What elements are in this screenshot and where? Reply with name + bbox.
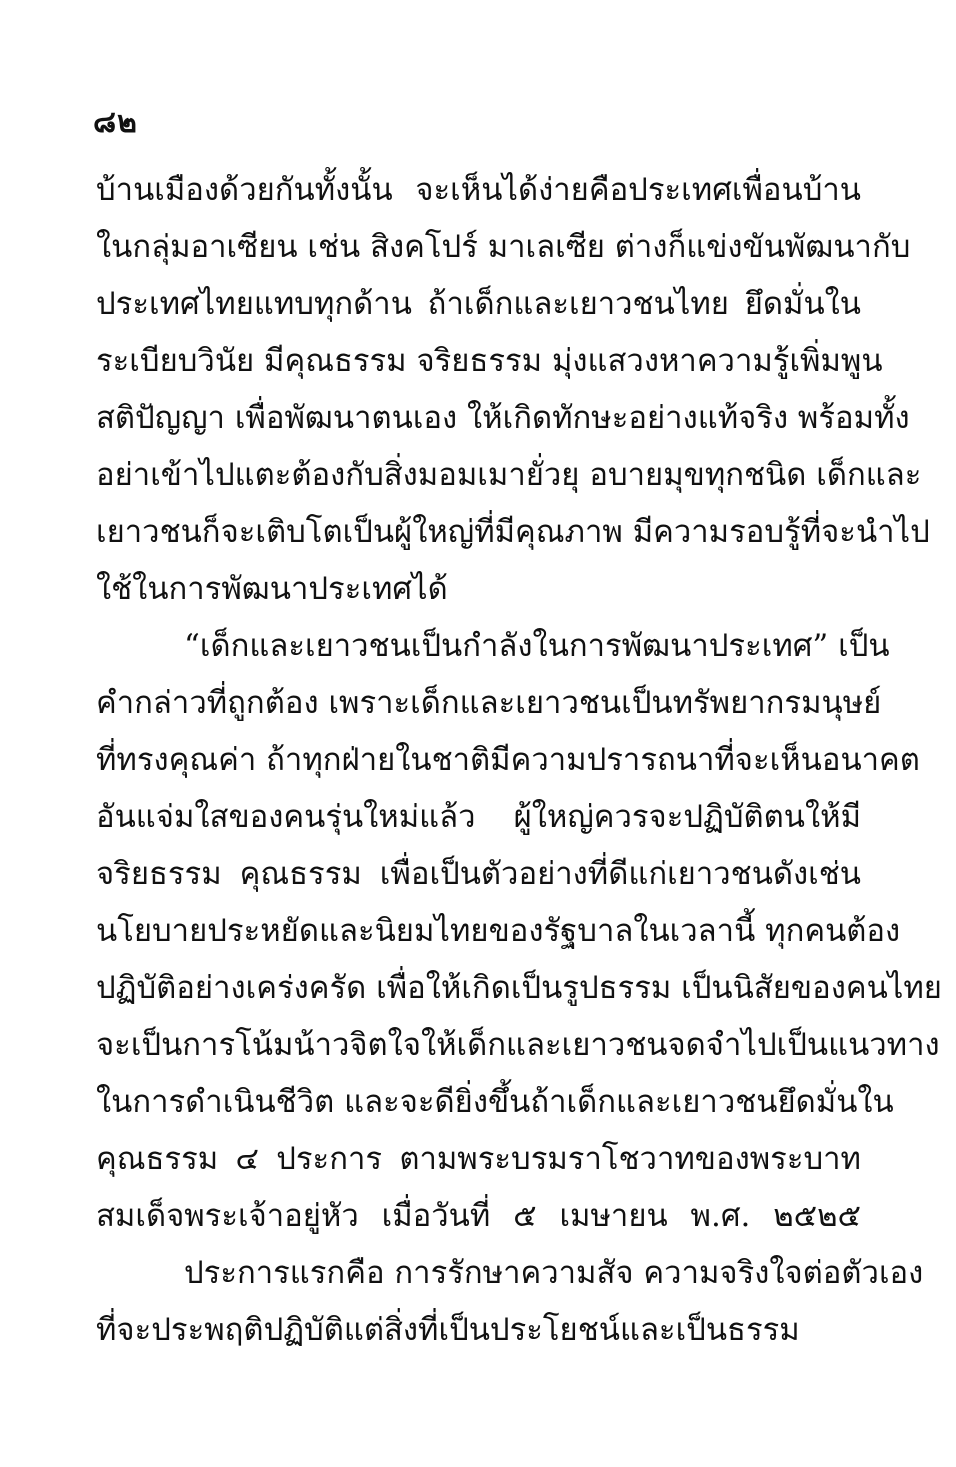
text-line: คุณธรรม ๔ ประการ ตามพระบรมราโชวาทของพระบาท bbox=[96, 1141, 861, 1177]
text-line: สมเด็จพระเจ้าอยู่หัว เมื่อวันที่ ๕ เมษายน พ.ศ. ๒๕๒๕ bbox=[96, 1198, 861, 1234]
text-line: ในการดำเนินชีวิต และจะดียิ่งขึ้นถ้าเด็กและเยาวชนยึดมั่นใน bbox=[96, 1084, 894, 1120]
text-line: ใช้ในการพัฒนาประเทศได้ bbox=[96, 571, 448, 607]
text-line: เยาวชนก็จะเติบโตเป็นผู้ใหญ่ที่มีคุณภาพ มีความรอบรู้ที่จะนำไป bbox=[96, 514, 930, 550]
page-number: ๘๒ bbox=[93, 105, 138, 140]
text-line: ในกลุ่มอาเซียน เช่น สิงคโปร์ มาเลเซีย ต่างก็แข่งขันพัฒนากับ bbox=[96, 229, 911, 265]
text-line: จะเป็นการโน้มน้าวจิตใจให้เด็กและเยาวชนจดจำไปเป็นแนวทาง bbox=[96, 1027, 940, 1063]
text-line: จริยธรรม คุณธรรม เพื่อเป็นตัวอย่างที่ดีแก่เยาวชนดังเช่น bbox=[96, 856, 861, 892]
text-line: ประเทศไทยแทบทุกด้าน ถ้าเด็กและเยาวชนไทย ยึดมั่นใน bbox=[96, 286, 861, 322]
paragraph-first-line: “เด็กและเยาวชนเป็นกำลังในการพัฒนาประเทศ” เป็น bbox=[184, 628, 890, 664]
body-text bbox=[96, 162, 942, 1359]
text-line: อย่าเข้าไปแตะต้องกับสิ่งมอมเมายั่วยุ อบายมุขทุกชนิด เด็กและ bbox=[96, 457, 922, 493]
text-line: คำกล่าวที่ถูกต้อง เพราะเด็กและเยาวชนเป็นทรัพยากรมนุษย์ bbox=[96, 685, 882, 721]
text-line: สติปัญญา เพื่อพัฒนาตนเอง ให้เกิดทักษะอย่างแท้จริง พร้อมทั้ง bbox=[96, 400, 910, 436]
text-line: นโยบายประหยัดและนิยมไทยของรัฐบาลในเวลานี้ ทุกคนต้อง bbox=[96, 913, 901, 949]
text-line: ปฏิบัติอย่างเคร่งครัด เพื่อให้เกิดเป็นรูปธรรม เป็นนิสัยของคนไทย bbox=[96, 970, 942, 1006]
text-line: ที่จะประพฤติปฏิบัติแต่สิ่งที่เป็นประโยชน์และเป็นธรรม bbox=[96, 1312, 800, 1348]
text-line: บ้านเมืองด้วยกันทั้งนั้น จะเห็นได้ง่ายคือประเทศเพื่อนบ้าน bbox=[96, 172, 861, 208]
text-line: อันแจ่มใสของคนรุ่นใหม่แล้ว ผู้ใหญ่ควรจะปฏิบัติตนให้มี bbox=[96, 799, 861, 835]
text-line: ที่ทรงคุณค่า ถ้าทุกฝ่ายในชาติมีความปรารถนาที่จะเห็นอนาคต bbox=[96, 742, 920, 778]
paragraph-first-line: ประการแรกคือ การรักษาความสัจ ความจริงใจต่อตัวเอง bbox=[184, 1255, 924, 1291]
text-line: ระเบียบวินัย มีคุณธรรม จริยธรรม มุ่งแสวงหาความรู้เพิ่มพูน bbox=[96, 343, 883, 379]
